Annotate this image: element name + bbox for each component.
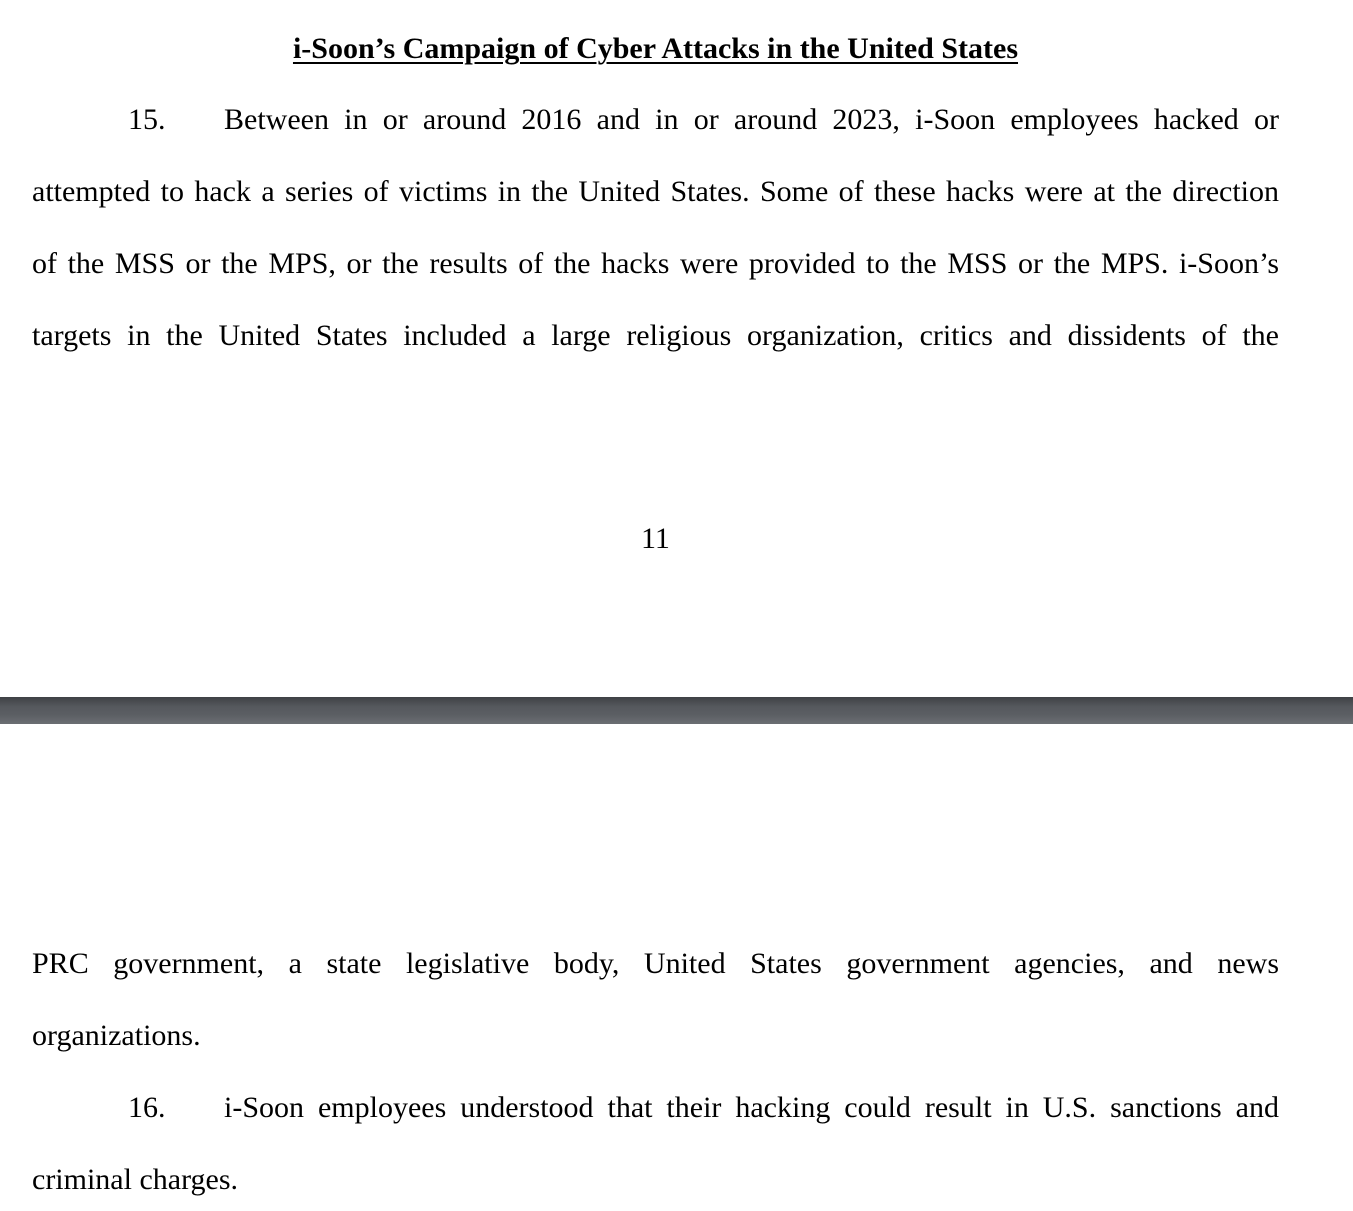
- page-separator: [0, 697, 1353, 724]
- paragraph-number-15: 15.: [128, 103, 166, 136]
- section-heading: i-Soon’s Campaign of Cyber Attacks in the United States: [292, 32, 1019, 65]
- paragraph-15-line-6: organizations.: [32, 1019, 201, 1052]
- paragraph-number-16: 16.: [128, 1091, 166, 1124]
- paragraph-16-line-1: i-Soon employees understood that their hacking could result in U.S. sanctions and: [224, 1091, 1279, 1124]
- document-page-12: [0, 724, 1353, 1211]
- paragraph-16-line-2: criminal charges.: [32, 1163, 239, 1196]
- paragraph-15-line-3: of the MSS or the MPS, or the results of the hacks were provided to the MSS or the MPS. i-Soon’s: [32, 247, 1279, 280]
- paragraph-15-line-2: attempted to hack a series of victims in the United States. Some of these hacks were at the direction: [32, 175, 1279, 208]
- paragraph-15-line-1: Between in or around 2016 and in or around 2023, i-Soon employees hacked or: [224, 103, 1279, 136]
- paragraph-15-line-5: PRC government, a state legislative body, United States government agencies, and news: [32, 947, 1279, 980]
- paragraph-15-line-4: targets in the United States included a large religious organization, critics and dissidents of the: [32, 319, 1279, 352]
- page-number: 11: [641, 522, 670, 555]
